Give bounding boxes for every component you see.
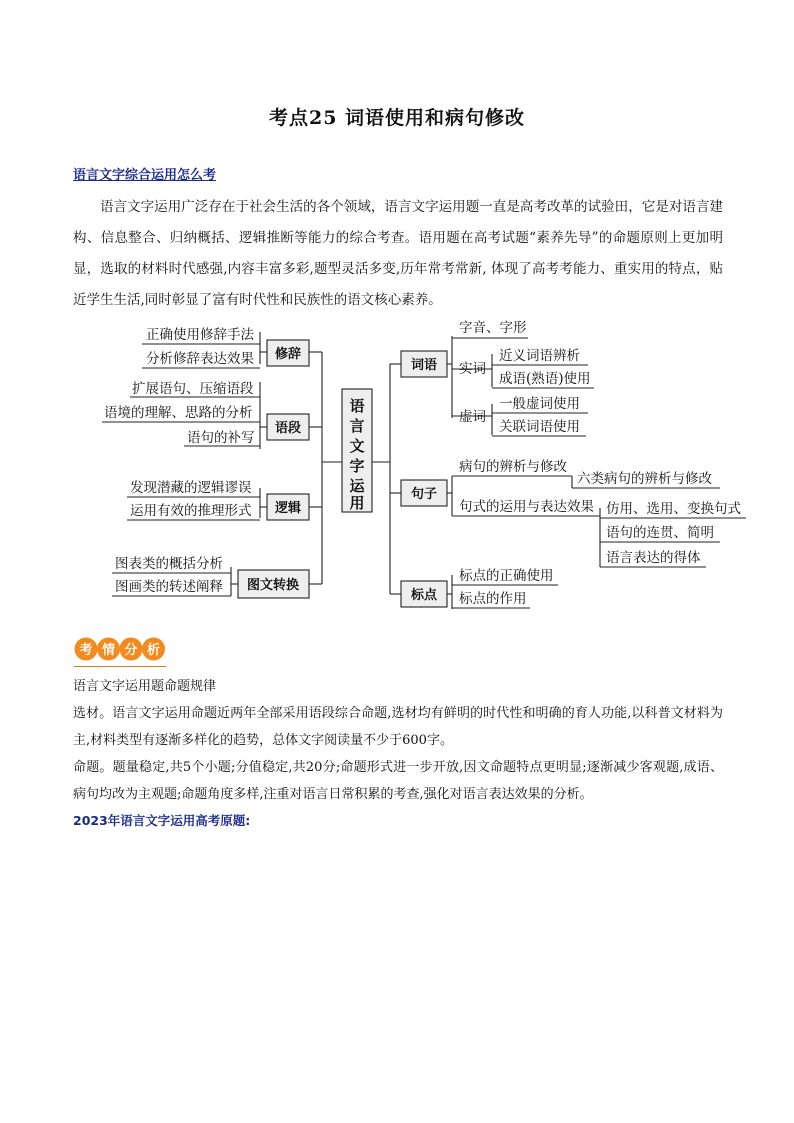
mindmap-leaf: 语言表达的得体 xyxy=(606,550,701,566)
page-title: 考点25 词语使用和病句修改 xyxy=(268,107,526,129)
mindmap-leaf: 语句的补写 xyxy=(187,430,255,446)
mindmap-leaf: 病句的辨析与修改 xyxy=(459,459,567,475)
task-paragraph: 命题。题量稳定,共5个小题;分值稳定,共20分;命题形式进一步开放,因文命题特点更明显;逐渐减少客观题,成语、病句均改为主观题;命题角度多样,注重对语言日常积累的考查,强化对语言表达效果的分析。 xyxy=(73,760,723,802)
mindmap-leaf: 字音、字形 xyxy=(459,320,527,336)
mindmap-leaf: 正确使用修辞手法 xyxy=(146,327,254,343)
mindmap-node-label: 修辞 xyxy=(274,347,302,362)
mindmap-center-char: 字 xyxy=(349,457,365,475)
intro-paragraph: 语言文字运用广泛存在于社会生活的各个领域，语言文字运用题一直是高考改革的试验田，它是对语言建构、信息整合、归纳概括、逻辑推断等能力的综合考查。语用题在高考试题“素养先导”的命题原则上更加明显，选取的材料时代感强,内容丰富多彩,题型灵活多变,历年常考常新, 体现了高考考能力、重实用的特点，贴近学生生活,同时彰显了富有时代性和民族性的语文核心素养。 xyxy=(73,199,723,308)
badge-underline xyxy=(74,666,166,667)
mindmap-leaf: 一般虚词使用 xyxy=(499,396,580,412)
mindmap-leaf: 句式的运用与表达效果 xyxy=(459,499,594,515)
mindmap-center-char: 用 xyxy=(349,494,365,512)
badge-char: 考 xyxy=(79,643,93,658)
exam-questions-heading: 2023年语言文字运用高考原题: xyxy=(73,813,251,828)
mindmap-leaf: 图画类的转述阐释 xyxy=(115,579,223,595)
mindmap-leaf: 近义词语辨析 xyxy=(499,348,580,364)
badge-char: 分 xyxy=(124,643,138,658)
mindmap-center-char: 运 xyxy=(349,477,365,495)
mindmap-leaf: 仿用、选用、变换句式 xyxy=(606,501,741,517)
material-paragraph: 选材。语言文字运用命题近两年全部采用语段综合命题,选材均有鲜明的时代性和明确的育人功能,以科普文材料为主,材料类型有逐渐多样化的趋势，总体文字阅读量不少于600字。 xyxy=(73,706,723,748)
mindmap-node-label: 逻辑 xyxy=(274,501,302,516)
mindmap-leaf: 六类病句的辨析与修改 xyxy=(577,471,712,487)
mindmap-node-label: 词语 xyxy=(410,358,438,373)
mindmap-node-label: 句子 xyxy=(410,487,438,502)
mindmap-center-char: 言 xyxy=(349,417,365,435)
mindmap-node-label: 语段 xyxy=(274,421,302,436)
mindmap-leaf: 扩展语句、压缩语段 xyxy=(132,381,254,397)
mindmap-center-char: 语 xyxy=(349,397,365,415)
mindmap-leaf: 语境的理解、思路的分析 xyxy=(104,405,253,421)
badge-char: 情 xyxy=(101,643,116,658)
rule-heading: 语言文字运用题命题规律 xyxy=(73,679,217,694)
mindmap-leaf: 分析修辞表达效果 xyxy=(146,351,254,367)
mindmap-leaf: 关联词语使用 xyxy=(499,419,580,435)
mindmap-leaf: 发现潜藏的逻辑谬误 xyxy=(130,480,252,496)
mindmap-leaf: 虚词 xyxy=(459,409,486,425)
badge-char: 析 xyxy=(146,643,161,658)
mindmap-center-char: 文 xyxy=(349,437,365,455)
mindmap-leaf: 成语(熟语)使用 xyxy=(499,371,591,387)
mind-map xyxy=(0,312,794,612)
mindmap-leaf: 标点的正确使用 xyxy=(459,568,554,584)
mindmap-leaf: 图表类的概括分析 xyxy=(115,556,223,572)
mindmap-leaf: 标点的作用 xyxy=(459,591,527,607)
analysis-badge xyxy=(74,634,166,664)
mindmap-leaf: 实词 xyxy=(459,361,486,377)
mindmap-leaf: 语句的连贯、简明 xyxy=(606,525,714,541)
section-heading: 语言文字综合运用怎么考 xyxy=(73,168,217,183)
mindmap-node-label: 标点 xyxy=(410,588,438,603)
mindmap-leaf: 运用有效的推理形式 xyxy=(130,503,252,519)
mindmap-node-label: 图文转换 xyxy=(246,578,300,593)
